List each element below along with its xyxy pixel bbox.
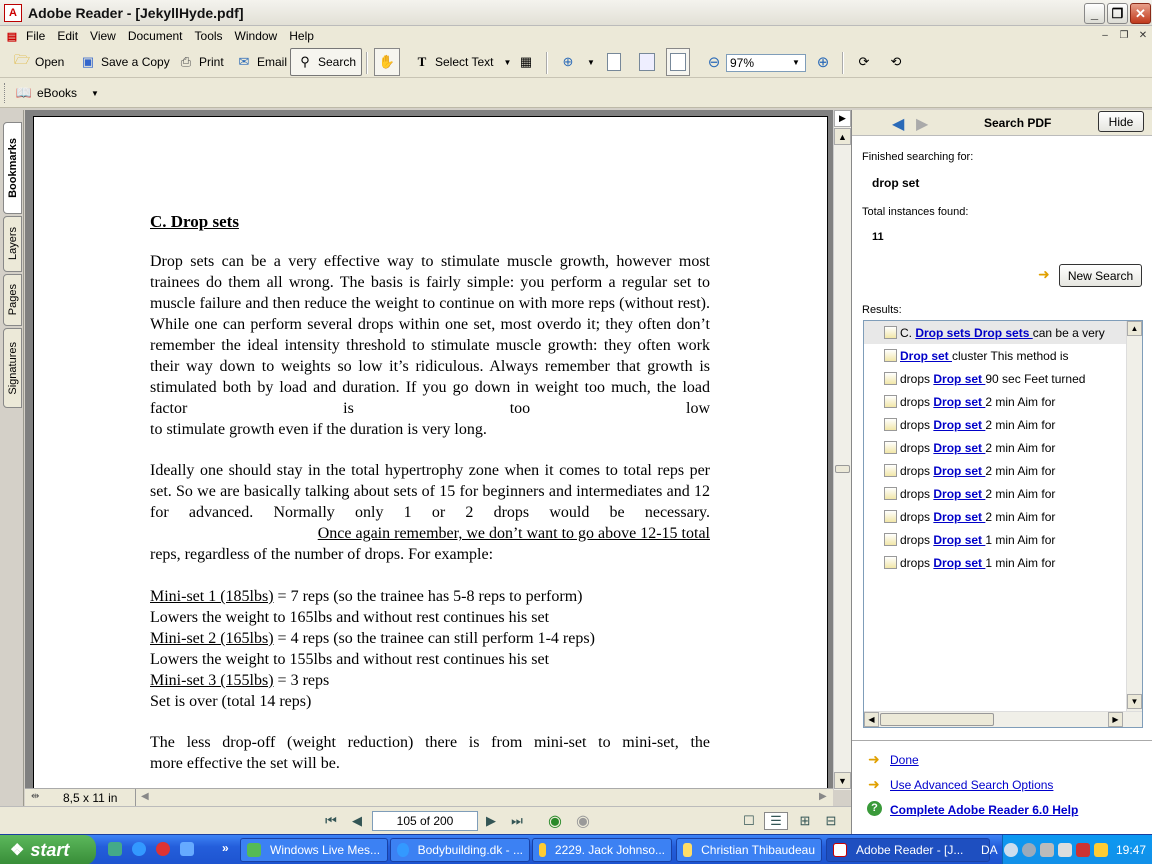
document-page-icon bbox=[884, 487, 897, 500]
search-panel-title: Search PDF bbox=[984, 116, 1052, 130]
result-item[interactable] bbox=[864, 321, 1142, 344]
doc-close-button[interactable]: ✕ bbox=[1138, 30, 1148, 41]
print-button[interactable] bbox=[174, 49, 227, 75]
rotate-counterclockwise-button[interactable] bbox=[884, 49, 908, 75]
chevron-down-icon[interactable]: ▼ bbox=[792, 58, 800, 67]
result-prefix: drops bbox=[900, 509, 934, 524]
mini-set-1-line bbox=[150, 586, 582, 607]
music-icon[interactable] bbox=[1094, 843, 1108, 857]
results-hscrollbar[interactable] bbox=[864, 711, 1142, 727]
toolbar-separator bbox=[842, 52, 844, 74]
lower-weight-1: Lowers the weight to 165lbs and without rest continues his set bbox=[150, 609, 550, 626]
email-button[interactable] bbox=[232, 49, 290, 75]
search-button[interactable] bbox=[290, 48, 362, 76]
result-prefix: drops bbox=[900, 394, 934, 409]
vertical-scrollbar[interactable] bbox=[833, 110, 851, 790]
task-label: Christian Thibaudeau bbox=[701, 843, 815, 857]
menu-help[interactable]: Help bbox=[289, 29, 314, 43]
taskbar bbox=[0, 834, 1152, 864]
result-hit[interactable]: Drop set bbox=[933, 394, 986, 409]
rotate-cw-icon: ⟳ bbox=[858, 54, 870, 69]
email-label: Email bbox=[257, 55, 288, 69]
hand-tool-button[interactable] bbox=[374, 48, 400, 76]
hscroll-thumb[interactable] bbox=[880, 713, 994, 726]
results-vscrollbar[interactable] bbox=[1126, 321, 1142, 727]
result-text bbox=[884, 395, 1055, 409]
minimize-button[interactable]: _ bbox=[1084, 3, 1105, 24]
forward-arrow-icon[interactable]: ▶ bbox=[916, 116, 929, 133]
internet-explorer-icon[interactable] bbox=[132, 842, 146, 856]
result-suffix: 1 min Aim for bbox=[985, 532, 1056, 547]
result-item[interactable] bbox=[864, 390, 1142, 413]
menu-bar bbox=[0, 26, 1152, 46]
menu-file[interactable]: File bbox=[26, 29, 46, 43]
select-text-label: Select Text bbox=[435, 55, 494, 69]
result-text bbox=[884, 326, 1105, 340]
result-text bbox=[884, 487, 1055, 501]
result-text bbox=[884, 510, 1055, 524]
paragraph-3: The less drop-off (weight reduction) there is from mini-set to mini-set, the bbox=[150, 734, 710, 751]
new-search-button[interactable]: New Search bbox=[1059, 264, 1142, 287]
paragraph-2-last-line: reps, regardless of the number of drops. For example: bbox=[150, 546, 494, 563]
paragraph-2: Ideally one should stay in the total hypertrophy zone when it comes to total reps per set. So we are basically talking about sets of 15 for beginners and intermediates and 12 for advanced. Normally only 1 or 2 drops would be necessary. bbox=[150, 462, 710, 521]
tab-pages[interactable] bbox=[3, 274, 22, 326]
result-hit[interactable]: Drop set bbox=[933, 463, 986, 478]
document-page-icon bbox=[884, 533, 897, 546]
go-forward-icon[interactable]: ◉ bbox=[576, 813, 590, 830]
mini-set-2-text: = 4 reps (so the trainee can still perform 1-4 reps) bbox=[273, 630, 595, 647]
title-bar bbox=[0, 0, 1152, 26]
tab-bookmarks-label: Bookmarks bbox=[6, 138, 19, 198]
pdf-page[interactable] bbox=[33, 116, 828, 796]
status-bar bbox=[25, 788, 833, 806]
doc-minimize-button[interactable]: – bbox=[1102, 30, 1108, 41]
paragraph-3-last-line: more effective the set will be. bbox=[150, 755, 340, 772]
internet-explorer-icon bbox=[397, 843, 409, 857]
scroll-up-arrow-icon[interactable]: ▲ bbox=[834, 128, 851, 145]
result-hit[interactable]: Drop set bbox=[933, 486, 986, 501]
zoom-in-button[interactable] bbox=[811, 49, 835, 75]
fit-page-icon bbox=[639, 53, 655, 71]
text-cursor-icon: T bbox=[417, 54, 427, 69]
save-copy-button[interactable] bbox=[76, 49, 173, 75]
quick-launch bbox=[108, 842, 198, 856]
search-panel-header bbox=[852, 110, 1152, 136]
tab-signatures-label: Signatures bbox=[6, 341, 19, 395]
result-suffix: 1 min Aim for bbox=[985, 555, 1056, 570]
camera-icon: ▦ bbox=[519, 54, 533, 69]
folder-open-icon: 🗁 bbox=[13, 52, 31, 67]
binoculars-icon: ⚲ bbox=[300, 54, 310, 69]
mini-set-1-text: = 7 reps (so the trainee has 5-8 reps to perform) bbox=[273, 588, 583, 605]
show-hidden-icons-icon[interactable] bbox=[1004, 843, 1018, 857]
paragraph-1: Drop sets can be a very effective way to stimulate muscle growth, however most trainees do them all wrong. The basis is fairly simple: you perform a regular set to muscle failure and then reduce the weight to continue on with more reps (without rest). While one can perform several drops within one set, most overdo it; they often don’t remember the ideal intensity threshold to stimulate muscle growth: they often work their way down to weights so low it’s ridiculous. Always remember that growth is stimulated both by load and duration. If you go down in weight too much, the load factor is too low bbox=[150, 253, 710, 417]
result-hit[interactable]: Drop sets Drop sets bbox=[915, 325, 1033, 340]
scroll-thumb[interactable] bbox=[835, 465, 850, 473]
task-jack-johnson[interactable] bbox=[532, 838, 672, 862]
result-item[interactable] bbox=[864, 367, 1142, 390]
document-page-icon bbox=[884, 556, 897, 569]
result-hit[interactable]: Drop set bbox=[933, 532, 986, 547]
result-suffix: 2 min Aim for bbox=[985, 394, 1056, 409]
result-text bbox=[884, 533, 1055, 547]
done-link[interactable]: Done bbox=[890, 753, 919, 767]
task-label: 2229. Jack Johnso... bbox=[554, 843, 665, 857]
snapshot-button[interactable] bbox=[514, 49, 538, 75]
select-text-button[interactable] bbox=[410, 49, 514, 75]
previous-page-icon[interactable]: ◀ bbox=[352, 813, 362, 828]
result-item[interactable] bbox=[864, 505, 1142, 528]
save-copy-label: Save a Copy bbox=[101, 55, 170, 69]
menu-view[interactable]: View bbox=[90, 29, 116, 43]
chevron-down-icon[interactable]: ▼ bbox=[503, 57, 512, 67]
open-label: Open bbox=[35, 55, 65, 69]
toolbar-separator bbox=[546, 52, 548, 74]
rotate-clockwise-button[interactable] bbox=[852, 49, 876, 75]
last-page-icon[interactable]: ⏭ bbox=[511, 813, 523, 828]
section-heading: C. Drop sets bbox=[150, 212, 239, 231]
result-hit[interactable]: Drop set bbox=[900, 348, 953, 363]
plus-circle-icon: ⊕ bbox=[816, 54, 830, 71]
fit-width-button[interactable] bbox=[666, 48, 690, 76]
results-rows bbox=[864, 321, 1142, 574]
result-item[interactable] bbox=[864, 436, 1142, 459]
document-icon[interactable]: ▤ bbox=[6, 30, 18, 43]
menu-document[interactable]: Document bbox=[127, 29, 183, 43]
document-page-icon bbox=[884, 349, 897, 362]
result-prefix: drops bbox=[900, 440, 934, 455]
page-number-field[interactable]: 105 of 200 bbox=[372, 811, 478, 831]
paragraph-1-last-line: to stimulate growth even if the duration is very long. bbox=[150, 421, 487, 438]
continuous-icon[interactable]: ☰ bbox=[764, 812, 788, 830]
network-icon[interactable] bbox=[1040, 843, 1054, 857]
result-prefix: drops bbox=[900, 417, 934, 432]
user-icon[interactable] bbox=[1022, 843, 1036, 857]
zoom-out-button[interactable] bbox=[702, 49, 726, 75]
zoom-in-tool-button[interactable] bbox=[556, 49, 598, 75]
result-text bbox=[884, 418, 1055, 432]
tab-signatures[interactable] bbox=[3, 328, 22, 408]
result-text bbox=[884, 349, 1069, 363]
panel-expand-arrow-icon[interactable]: ▶ bbox=[834, 110, 851, 127]
mini-set-3-label: Mini-set 3 (155lbs) bbox=[150, 672, 274, 689]
menu-edit[interactable]: Edit bbox=[57, 29, 79, 43]
main-toolbar bbox=[0, 46, 1152, 78]
back-arrow-icon[interactable]: ◀ bbox=[892, 116, 905, 133]
messenger-icon[interactable] bbox=[108, 842, 122, 856]
mini-set-2-label: Mini-set 2 (165lbs) bbox=[150, 630, 274, 647]
pdf-icon bbox=[833, 843, 847, 857]
result-suffix: 2 min Aim for bbox=[985, 509, 1056, 524]
scroll-up-arrow-icon[interactable]: ▲ bbox=[1127, 321, 1142, 336]
close-button[interactable]: ✕ bbox=[1130, 3, 1151, 24]
result-prefix: drops bbox=[900, 371, 934, 386]
continuous-facing-icon[interactable]: ⊟ bbox=[825, 813, 837, 828]
pdf-icon[interactable]: A bbox=[4, 4, 22, 22]
result-prefix: drops bbox=[900, 486, 934, 501]
menu-window[interactable]: Window bbox=[234, 29, 278, 43]
result-prefix: drops bbox=[900, 532, 934, 547]
document-page-icon bbox=[884, 372, 897, 385]
first-page-icon[interactable]: ⏮ bbox=[325, 813, 337, 828]
tab-layers[interactable] bbox=[3, 216, 22, 272]
print-label: Print bbox=[199, 55, 224, 69]
menu-tools[interactable]: Tools bbox=[194, 29, 223, 43]
scroll-left-arrow-icon[interactable]: ◀ bbox=[141, 791, 149, 802]
facing-icon[interactable]: ⊞ bbox=[799, 813, 811, 828]
ebooks-label: eBooks bbox=[37, 86, 78, 100]
result-hit[interactable]: Drop set bbox=[933, 371, 986, 386]
ebooks-button[interactable] bbox=[12, 80, 102, 106]
document-page-icon bbox=[884, 418, 897, 431]
rotate-ccw-icon: ⟲ bbox=[890, 54, 902, 69]
fit-page-button[interactable] bbox=[636, 49, 658, 75]
fit-width-icon bbox=[670, 53, 686, 71]
antivirus-icon[interactable] bbox=[1076, 843, 1090, 857]
result-suffix: 2 min Aim for bbox=[985, 440, 1056, 455]
results-label: Results: bbox=[862, 304, 902, 316]
single-page-icon[interactable]: ☐ bbox=[743, 813, 755, 828]
result-hit[interactable]: Drop set bbox=[933, 555, 986, 570]
task-adobe-reader[interactable] bbox=[826, 838, 990, 862]
volume-icon[interactable] bbox=[1058, 843, 1072, 857]
result-text bbox=[884, 441, 1055, 455]
result-item[interactable] bbox=[864, 459, 1142, 482]
result-hit[interactable]: Drop set bbox=[933, 417, 986, 432]
mini-set-3-text: = 3 reps bbox=[273, 672, 330, 689]
go-back-icon[interactable]: ◉ bbox=[548, 813, 562, 830]
secondary-toolbar bbox=[0, 78, 1152, 108]
zoom-field[interactable]: 97% bbox=[726, 54, 806, 72]
mini-set-2-line bbox=[150, 628, 595, 649]
tab-pages-label: Pages bbox=[6, 284, 19, 316]
task-christian-thibaudeau[interactable] bbox=[676, 838, 822, 862]
messenger-icon bbox=[247, 843, 261, 857]
minus-circle-icon: ⊖ bbox=[707, 54, 721, 71]
result-item[interactable] bbox=[864, 528, 1142, 551]
result-text bbox=[884, 464, 1055, 478]
result-text bbox=[884, 556, 1055, 570]
help-icon: ? bbox=[867, 801, 882, 816]
search-term: drop set bbox=[872, 176, 920, 190]
result-item[interactable] bbox=[864, 413, 1142, 436]
hand-icon: ✋ bbox=[378, 54, 396, 69]
result-suffix: can be a very bbox=[1032, 325, 1105, 340]
task-label: Adobe Reader - [J... bbox=[856, 843, 964, 857]
document-view[interactable] bbox=[25, 110, 833, 788]
results-list[interactable] bbox=[863, 320, 1143, 728]
scroll-right-arrow-icon[interactable]: ▶ bbox=[819, 791, 827, 802]
total-count: 11 bbox=[872, 231, 884, 243]
ebook-icon: 📖 bbox=[15, 85, 33, 100]
task-bodybuilding[interactable] bbox=[390, 838, 530, 862]
start-button[interactable] bbox=[0, 835, 96, 864]
folder-icon bbox=[683, 843, 692, 857]
page-icon bbox=[607, 53, 621, 71]
chevron-down-icon[interactable]: ▼ bbox=[587, 57, 595, 67]
result-hit[interactable]: Drop set bbox=[933, 440, 986, 455]
result-suffix: 2 min Aim for bbox=[985, 417, 1056, 432]
result-prefix: C. bbox=[900, 325, 916, 340]
restore-button[interactable]: ❐ bbox=[1107, 3, 1128, 24]
set-over-line: Set is over (total 14 reps) bbox=[150, 693, 312, 710]
task-windows-live-messenger[interactable] bbox=[240, 838, 388, 862]
document-page-icon bbox=[884, 441, 897, 454]
help-link[interactable]: Complete Adobe Reader 6.0 Help bbox=[890, 803, 1079, 817]
search-panel-footer bbox=[852, 740, 1152, 834]
floppy-icon: ▣ bbox=[81, 54, 95, 69]
page-navigation-bar bbox=[0, 806, 851, 834]
result-text bbox=[884, 372, 1085, 386]
paragraph-2-underlined: Once again remember, we don’t want to go above 12-15 total bbox=[317, 525, 710, 542]
result-prefix: drops bbox=[900, 463, 934, 478]
result-suffix: cluster This method is bbox=[952, 348, 1069, 363]
arrow-right-icon: ➜ bbox=[868, 751, 880, 767]
task-label: Bodybuilding.dk - ... bbox=[417, 843, 523, 857]
scroll-down-arrow-icon[interactable]: ▼ bbox=[834, 772, 851, 789]
doc-restore-button[interactable]: ❐ bbox=[1119, 30, 1129, 41]
open-button[interactable] bbox=[10, 49, 67, 75]
outlook-icon[interactable] bbox=[180, 842, 194, 856]
document-page-icon bbox=[884, 510, 897, 523]
system-tray bbox=[981, 835, 1152, 864]
music-icon bbox=[539, 843, 546, 857]
windows-logo-icon: ❖ bbox=[10, 842, 25, 859]
language-indicator[interactable]: DA bbox=[981, 843, 998, 857]
result-item[interactable] bbox=[864, 482, 1142, 505]
tab-bookmarks[interactable] bbox=[3, 122, 22, 214]
navigation-tabs bbox=[0, 110, 24, 806]
search-label: Search bbox=[318, 55, 357, 69]
result-suffix: 90 sec Feet turned bbox=[985, 371, 1086, 386]
next-page-icon[interactable]: ▶ bbox=[486, 813, 496, 828]
status-separator bbox=[135, 789, 136, 807]
result-prefix: drops bbox=[900, 555, 934, 570]
search-panel bbox=[851, 110, 1152, 834]
lower-weight-2: Lowers the weight to 155lbs and without rest continues his set bbox=[150, 651, 550, 668]
scroll-right-arrow-icon[interactable]: ▶ bbox=[1108, 712, 1123, 727]
document-page-icon bbox=[884, 395, 897, 408]
tab-layers-label: Layers bbox=[6, 227, 19, 261]
chevron-down-icon[interactable]: ▼ bbox=[91, 88, 99, 98]
task-label: Windows Live Mes... bbox=[270, 843, 381, 857]
magnifier-icon: ⊕ bbox=[562, 54, 574, 69]
start-label: start bbox=[30, 839, 70, 860]
chevron-right-icon[interactable]: » bbox=[222, 841, 229, 855]
actual-size-button[interactable] bbox=[604, 49, 624, 75]
result-hit[interactable]: Drop set bbox=[933, 509, 986, 524]
result-item[interactable] bbox=[864, 551, 1142, 574]
mini-set-1-label: Mini-set 1 (185lbs) bbox=[150, 588, 274, 605]
clock: 19:47 bbox=[1115, 843, 1146, 857]
toolbar-grip[interactable] bbox=[4, 83, 7, 103]
printer-icon: ⎙ bbox=[180, 54, 192, 69]
document-page-icon bbox=[884, 464, 897, 477]
arrow-right-icon: ➜ bbox=[868, 776, 880, 792]
scroll-left-arrow-icon[interactable]: ◀ bbox=[864, 712, 879, 727]
result-suffix: 2 min Aim for bbox=[985, 486, 1056, 501]
email-globe-icon: ✉ bbox=[238, 54, 250, 69]
total-label: Total instances found: bbox=[862, 206, 969, 218]
finished-label: Finished searching for: bbox=[862, 151, 974, 163]
mini-set-3-line bbox=[150, 670, 329, 691]
result-suffix: 2 min Aim for bbox=[985, 463, 1056, 478]
toolbar-separator bbox=[366, 52, 368, 74]
result-item[interactable] bbox=[864, 344, 1142, 367]
scroll-down-arrow-icon[interactable]: ▼ bbox=[1127, 694, 1142, 709]
hide-button[interactable]: Hide bbox=[1098, 111, 1144, 132]
advanced-search-link[interactable]: Use Advanced Search Options bbox=[890, 778, 1054, 792]
arrow-right-icon: ➜ bbox=[1038, 266, 1050, 282]
window-title: Adobe Reader - [JekyllHyde.pdf] bbox=[28, 5, 244, 21]
document-page-icon bbox=[884, 326, 897, 339]
split-handle-icon[interactable]: ⇹ bbox=[31, 791, 40, 802]
opera-icon[interactable] bbox=[156, 842, 170, 856]
page-size-label: 8,5 x 11 in bbox=[63, 791, 118, 805]
